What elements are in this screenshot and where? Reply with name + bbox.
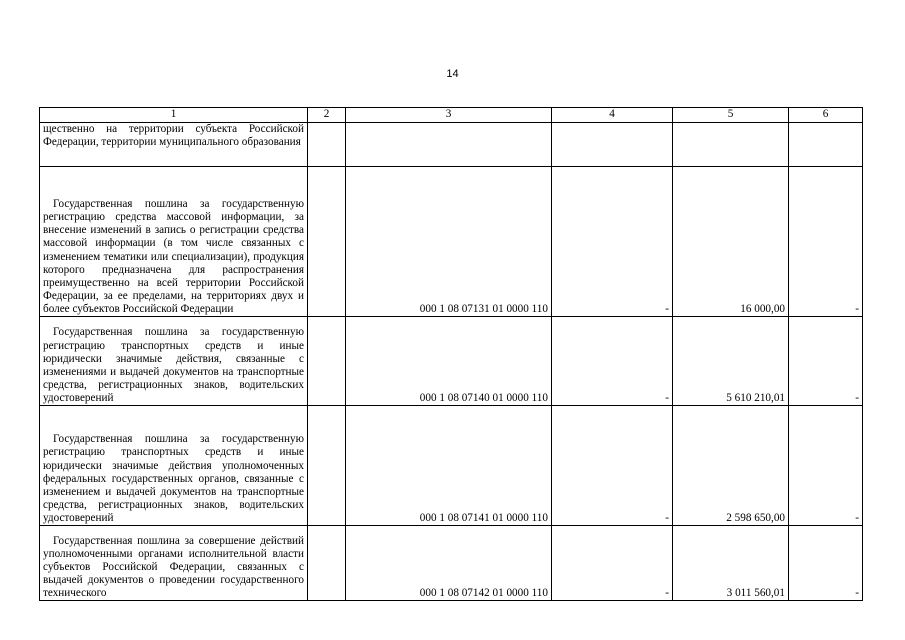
row-col5: 16 000,00 <box>673 167 789 317</box>
row-col2 <box>308 167 346 317</box>
row-col4 <box>552 123 673 167</box>
row-code: 000 1 08 07140 01 0000 110 <box>346 317 552 406</box>
row-code <box>346 123 552 167</box>
header-col-3: 3 <box>346 108 552 123</box>
row-col5: 2 598 650,00 <box>673 406 789 526</box>
row-col6: - <box>789 167 863 317</box>
header-col-6: 6 <box>789 108 863 123</box>
header-col-2: 2 <box>308 108 346 123</box>
row-col4: - <box>552 406 673 526</box>
row-col2 <box>308 406 346 526</box>
row-col2 <box>308 123 346 167</box>
row-col5: 5 610 210,01 <box>673 317 789 406</box>
row-col4: - <box>552 526 673 601</box>
table-row <box>40 406 863 526</box>
row-col4: - <box>552 167 673 317</box>
row-name: Государственная пошлина за совершение действий уполномоченными органами исполнительной власти субъектов Российской Федерации, связанных с выдачей документов о проведении государственного технического <box>40 526 308 601</box>
header-col-1: 1 <box>40 108 308 123</box>
row-col5: 3 011 560,01 <box>673 526 789 601</box>
row-col5 <box>673 123 789 167</box>
row-code: 000 1 08 07142 01 0000 110 <box>346 526 552 601</box>
row-name: Государственная пошлина за государственную регистрацию транспортных средств и иные юридически значимые действия уполномоченных федеральных государственных органов, связанные с изменением и выдачей документов на транспортные средства, регистрационных знаков, водительских удостоверений <box>40 406 308 526</box>
table-header-row <box>40 108 863 123</box>
table-row <box>40 526 863 601</box>
row-col6: - <box>789 406 863 526</box>
table-row <box>40 123 863 167</box>
row-code: 000 1 08 07131 01 0000 110 <box>346 167 552 317</box>
row-name: Государственная пошлина за государственную регистрацию транспортных средств и иные юридически значимые действия, связанные с изменениями и выдачей документов на транспортные средства, регистрационных знаков, водительских удостоверений <box>40 317 308 406</box>
header-col-4: 4 <box>552 108 673 123</box>
row-code: 000 1 08 07141 01 0000 110 <box>346 406 552 526</box>
table-row <box>40 167 863 317</box>
header-col-5: 5 <box>673 108 789 123</box>
row-col2 <box>308 526 346 601</box>
row-name: щественно на территории субъекта Российской Федерации, территории муниципального образования <box>40 123 308 167</box>
row-col6: - <box>789 526 863 601</box>
row-col6: - <box>789 317 863 406</box>
row-col2 <box>308 317 346 406</box>
budget-table <box>39 107 863 601</box>
table-row <box>40 317 863 406</box>
row-col4: - <box>552 317 673 406</box>
page-number: 14 <box>446 68 459 80</box>
row-col6 <box>789 123 863 167</box>
row-name: Государственная пошлина за государственную регистрацию средства массовой информации, за внесение изменений в запись о регистрации средства массовой информации (в том числе связанных с изменением тематики или специализации), продукция которого предназначена для распространения преимущественно на всей территории Российской Федерации, за ее пределами, на территориях двух и более субъектов Российской Федерации <box>40 167 308 317</box>
